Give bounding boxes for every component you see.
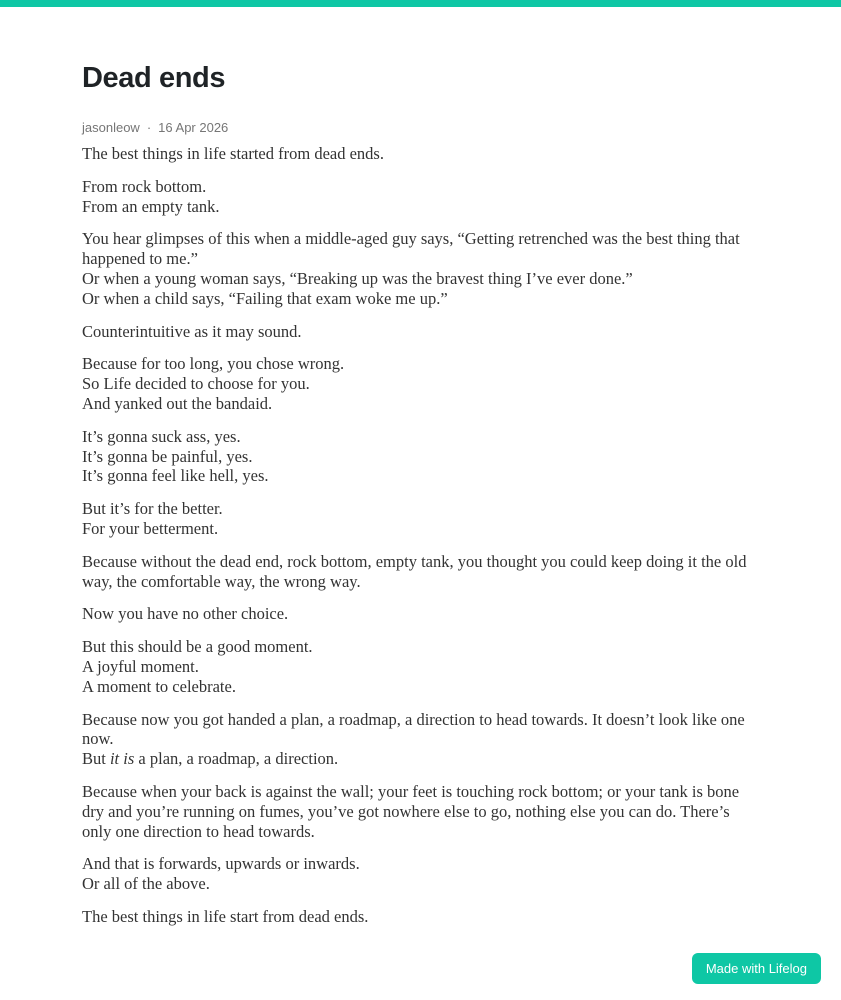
paragraph: From rock bottom. From an empty tank.: [82, 176, 220, 216]
paragraph: You hear glimpses of this when a middle-aged guy says, “Getting retrenched was the best thing that happened to me.” Or when a young woman says, “Breaking up was the bravest thing I’ve ever done.” Or when a child says, “Failing that exam woke me up.”: [82, 229, 740, 308]
publish-date: 16 Apr 2026: [158, 120, 229, 135]
author-name[interactable]: jasonleow: [82, 120, 140, 135]
paragraph: It’s gonna suck ass, yes. It’s gonna be painful, yes. It’s gonna feel like hell, yes.: [82, 426, 269, 486]
byline: [82, 120, 759, 135]
paragraph: Counterintuitive as it may sound.: [82, 321, 302, 341]
paragraph: But this should be a good moment. A joyful moment. A moment to celebrate.: [82, 637, 313, 696]
paragraph: The best things in life started from dead ends.: [82, 144, 384, 163]
made-with-lifelog-badge[interactable]: Made with Lifelog: [692, 953, 821, 984]
paragraph: Because for too long, you chose wrong. So Life decided to choose for you. And yanked out the bandaid.: [82, 354, 345, 413]
paragraph: The best things in life start from dead ends.: [82, 906, 369, 926]
paragraph: Now you have no other choice.: [82, 604, 289, 624]
emphasis-text: it is: [109, 749, 135, 769]
paragraph: And that is forwards, upwards or inwards. Or all of the above.: [82, 854, 360, 894]
paragraph: But it’s for the better. For your betterment.: [82, 499, 223, 538]
paragraph: Because when your back is against the wall; your feet is touching rock bottom; or your tank is bone dry and you’re running on fumes, you’ve got nowhere else to go, nothing else you can do. There’s only one direction to head towards.: [82, 781, 740, 841]
paragraph: Because now you got handed a plan, a roadmap, a direction to head towards. It doesn’t look like one now. But it is a plan, a roadmap, a direction.: [82, 709, 745, 769]
page-title: Dead ends: [82, 62, 226, 94]
article: [82, 7, 759, 927]
paragraph: Because without the dead end, rock bottom, empty tank, you thought you could keep doing it the old way, the comfortable way, the wrong way.: [82, 551, 747, 591]
byline-separator: ·: [146, 120, 152, 135]
topbar-accent: [0, 0, 841, 7]
article-body: [82, 144, 759, 927]
